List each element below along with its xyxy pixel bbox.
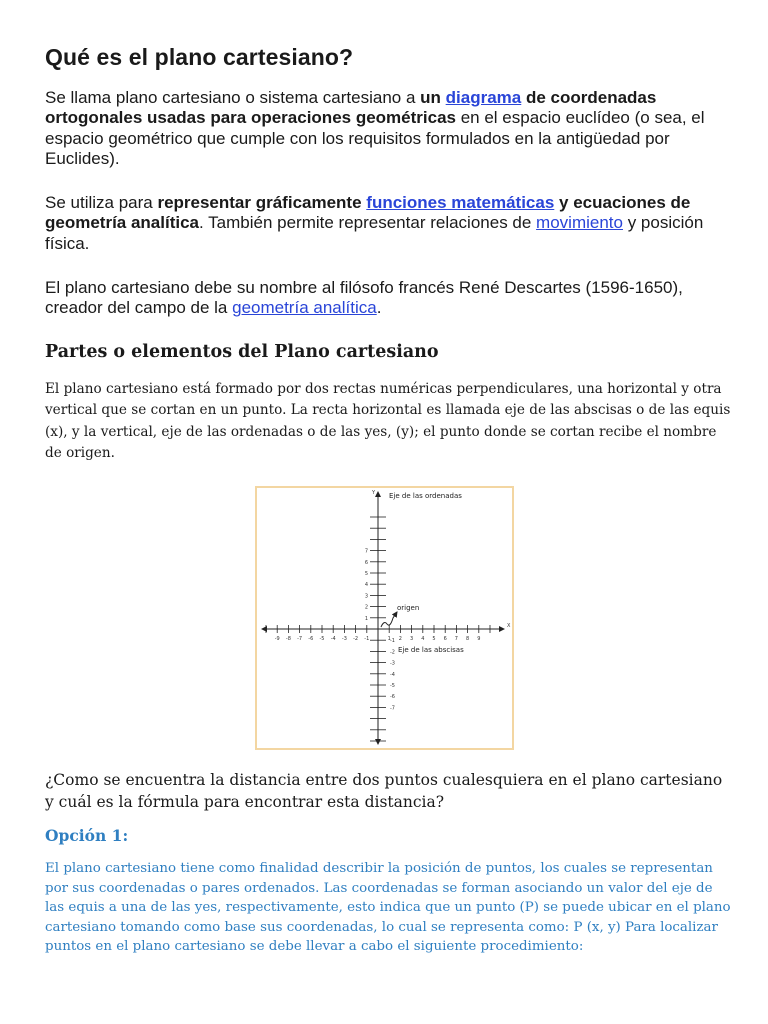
y-tick-label: -1 [390,638,395,645]
y-tick-label: -6 [390,694,395,701]
x-tick-label: -1 [364,636,370,642]
y-tick-label: 4 [364,582,368,589]
x-tick-label: -9 [274,636,280,642]
intro-paragraph-2: Se utiliza para representar gráficamente funciones matemáticas y ecuaciones de geometría analítica. También permite representar relaciones de movimiento y posición física. [45,193,704,253]
origin-arrow [381,612,397,627]
link-movimiento[interactable]: movimiento [536,213,623,233]
y-tick-label: 5 [364,571,368,577]
x-axis-caption: Eje de las abscisas [398,646,464,654]
section-heading: Partes o elementos del Plano cartesiano [45,342,439,362]
x-tick-label: -4 [330,636,336,642]
y-tick-label: 7 [364,548,368,555]
intro-paragraph-1: Se llama plano cartesiano o sistema cartesiano a un diagrama de coordenadas ortogonales usadas para operaciones geométricas en el espacio euclídeo (o sea, el espacio geométrico que cumple con los requisitos formulados en la antigüedad por Euclides). [45,88,705,168]
y-tick-label: -7 [390,705,395,712]
y-tick-label: -5 [390,683,395,689]
page-title: Qué es el plano cartesiano? [45,44,354,70]
x-tick-label: 1 [387,636,391,642]
origin-label: origen [397,604,420,612]
link-geometria-analitica[interactable]: geometría analítica [232,298,377,318]
x-end-label: X [507,623,511,629]
x-tick-label: -2 [353,636,359,642]
x-tick-label: -7 [297,636,303,642]
x-tick-label: 6 [443,636,447,642]
option-heading: Opción 1: [45,826,129,845]
y-tick-label: 1 [364,615,368,622]
y-tick-label: -4 [390,671,395,678]
link-funciones-matematicas[interactable]: funciones matemáticas [366,193,555,212]
question-text: ¿Como se encuentra la distancia entre dos puntos cualesquiera en el plano cartesiano y cuál es la fórmula para encontrar esta distancia? [45,771,723,811]
section-paragraph: El plano cartesiano está formado por dos rectas numéricas perpendiculares, una horizontal y otra vertical que se cortan en un punto. La recta horizontal es llamada eje de las abscisas o de las equis (x), y la vertical, eje de las ordenadas o de las yes, (y); el punto donde se cortan recibe el nombre de origen. [45,381,731,461]
option-paragraph: El plano cartesiano tiene como finalidad describir la posición de puntos, los cuales se representan por sus coordenadas o pares ordenados. Las coordenadas se forman asociando un valor del eje de las equis a una de las yes, respectivamente, esto indica que un punto (P) se puede ubicar en el plano cartesiano tomando como base sus coordenadas, lo cual se representa como: P (x, y) Para localizar puntos en el plano cartesiano se debe llevar a cabo el siguiente procedimiento: [45,861,731,955]
x-tick-label: 3 [410,636,414,642]
y-tick-label: -2 [390,649,395,656]
y-tick-label: -3 [390,660,395,667]
y-tick-label: 3 [364,593,368,600]
link-diagrama[interactable]: diagrama [445,88,522,107]
x-tick-label: -6 [308,636,314,642]
x-tick-label: -5 [319,636,325,642]
y-tick-label: 2 [364,604,368,611]
x-tick-label: 7 [454,636,458,642]
cartesian-plane-svg [257,488,512,748]
x-tick-label: 2 [398,636,402,642]
cartesian-plane-figure [255,486,514,750]
x-tick-label: 5 [432,636,436,642]
intro-paragraph-3: El plano cartesiano debe su nombre al filósofo francés René Descartes (1596-1650), creador del campo de la geometría analítica. [45,278,683,318]
y-tick-label: 6 [364,559,368,566]
x-tick-label: 8 [466,636,470,642]
y-axis-caption: Eje de las ordenadas [389,492,462,500]
x-tick-label: -3 [341,636,347,642]
x-tick-label: 9 [477,636,481,642]
y-end-label: Y [371,490,375,496]
x-tick-label: -8 [285,636,291,642]
x-tick-label: 4 [421,636,425,642]
